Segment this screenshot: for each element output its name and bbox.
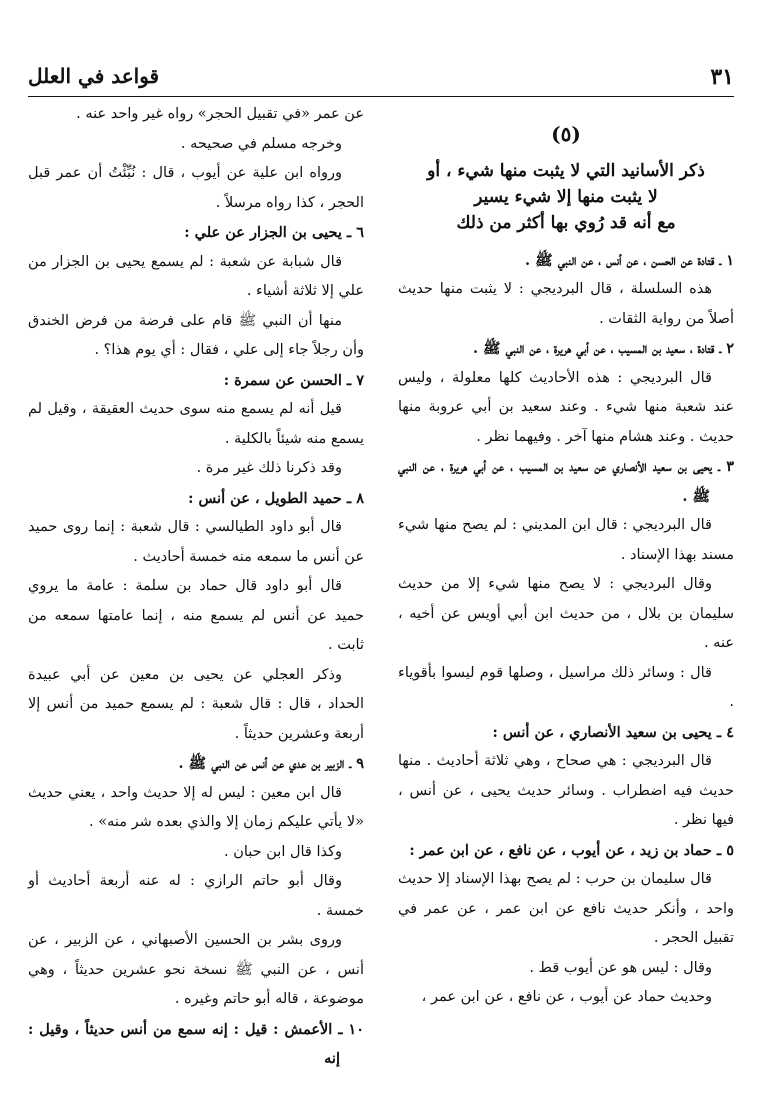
entry-heading: ٤ ـ يحيى بن سعيد الأنصاري ، عن أنس : — [492, 723, 734, 741]
body-paragraph: قال أبو داود قال حماد بن سلمة : عامة ما يروي حميد عن أنس لم يسمع منه ، إنما عامتها سمعه من ثابت . — [28, 578, 364, 653]
body-paragraph: قال البرديجي : قال ابن المديني : لم يصح منها شيء مسند بهذا الإسناد . — [398, 517, 734, 563]
entry-heading: ٣ ـ يحيى بن سعيد الأنصاري عن سعيد بن المسيب ، عن أبي هريرة ، عن النبي ﷺ . — [398, 458, 734, 505]
body-paragraph: وقال : ليس هو عن أيوب قط . — [529, 959, 712, 976]
body-paragraph: وخرجه مسلم في صحيحه . — [180, 135, 342, 152]
body-paragraph: قال البرديجي : هذه الأحاديث كلها معلولة ، وليس عند شعبة منها شيء . وعند سعيد بن أبي عروبة منها حديث . وعند هشام منها آخر . وفيهما نظر . — [398, 369, 734, 445]
body-paragraph: هذه السلسلة ، قال البرديجي : لا يثبت منها حديث أصلاً من رواية الثقات . — [398, 281, 734, 327]
body-paragraph: قال البرديجي : هي صحاح ، وهي ثلاثة أحاديث . منها حديث فيه اضطراب . وسائر حديث يحيى ، عن أنس ، فيها نظر . — [398, 753, 734, 828]
body-paragraph: وقال أبو حاتم الرازي : له عنه أربعة أحاديث أو خمسة . — [28, 873, 364, 919]
right-column — [398, 100, 734, 1050]
body-paragraph: قيل أنه لم يسمع منه سوى حديث العقيقة ، وقيل لم يسمع منه شيئاً بالكلية . — [28, 401, 364, 447]
body-paragraph: وكذا قال ابن حبان . — [224, 843, 342, 860]
section-heading — [398, 158, 734, 236]
entry-heading: ٦ ـ يحيى بن الجزار عن علي : — [184, 224, 364, 241]
entry-heading: ٧ ـ الحسن عن سمرة : — [223, 371, 364, 389]
section-heading-line: مع أنه قد رُوي بها أكثر من ذلك — [456, 212, 676, 233]
entry-heading: ١ ـ قتادة عن الحسن ، عن أنس ، عن النبي ﷺ . — [525, 251, 734, 269]
body-paragraph: قال : وسائر ذلك مراسيل ، وصلها قوم ليسوا بأقوياء . — [398, 664, 734, 710]
section-heading-line: لا يثبت منها إلا شيء يسير — [474, 186, 658, 207]
body-paragraph: وقال البرديجي : لا يصح منها شيء إلا من حديث سليمان بن بلال ، من حديث ابن أبي أويس عن أخيه ، عنه . — [398, 576, 734, 651]
body-paragraph: قال أبو داود الطيالسي : قال شعبة : إنما روى حميد عن أنس ما سمعه منه خمسة أحاديث . — [28, 519, 364, 565]
body-paragraph: منها أن النبي ﷺ قام على فرضة من فرض الخندق وأن رجلاً جاء إلى علي ، فقال : أي يوم هذا؟ . — [28, 312, 364, 358]
left-column — [28, 100, 364, 1067]
entry-heading: ٢ ـ قتادة ، سعيد بن المسيب ، عن أبي هريرة ، عن النبي ﷺ . — [472, 340, 734, 357]
running-title: قواعد في العلل — [28, 64, 160, 88]
entry-heading: ١٠ ـ الأعمش : قيل : إنه سمع من أنس حديثاً ، وقيل : إنه — [28, 1020, 364, 1067]
body-paragraph: عن عمر «في تقبيل الحجر» رواه غير واحد عنه . — [76, 106, 364, 122]
page-header — [28, 62, 734, 97]
body-paragraph: ورواه ابن علية عن أيوب ، قال : نُبِّئْتُ أن عمر قبل الحجر ، كذا رواه مرسلاً . — [28, 165, 364, 211]
body-paragraph: وقد ذكرنا ذلك غير مرة . — [196, 460, 342, 476]
page-number: ٣١ — [710, 64, 734, 90]
section-heading-line: ذكر الأسانيد التي لا يثبت منها شيء ، أو — [427, 160, 705, 181]
body-paragraph: قال شبابة عن شعبة : لم يسمع يحيى بن الجزار من علي إلا ثلاثة أشياء . — [28, 253, 364, 299]
body-paragraph: قال ابن معين : ليس له إلا حديث واحد ، يعني حديث «لا يأتي عليكم زمان إلا والذي بعده شر منه» . — [28, 784, 364, 830]
body-paragraph: قال سليمان بن حرب : لم يصح بهذا الإسناد إلا حديث واحد ، وأنكر حديث نافع عن ابن عمر ، عن عمر في تقبيل الحجر . — [398, 871, 734, 946]
body-paragraph: وحديث حماد عن أيوب ، عن نافع ، عن ابن عمر ، — [421, 989, 712, 1005]
entry-heading: ٩ ـ الزبير بن عدي عن أنس عن النبي ﷺ . — [178, 755, 364, 772]
body-paragraph: وذكر العجلي عن يحيى بن معين عن أبي عبيدة الحداد ، قال : قال شعبة : لم يسمع حميد من أنس إلا أربعة وعشرين حديثاً . — [28, 666, 364, 742]
entry-heading: ٨ ـ حميد الطويل ، عن أنس : — [188, 489, 364, 507]
body-paragraph: وروى بشر بن الحسين الأصبهاني ، عن الزبير ، عن أنس ، عن النبي ﷺ نسخة نحو عشرين حديثاً ، وهي موضوعة ، قاله أبو حاتم وغيره . — [28, 932, 364, 1007]
section-number: (٥) — [551, 122, 581, 146]
entry-heading: ٥ ـ حماد بن زيد ، عن أيوب ، عن نافع ، عن ابن عمر : — [409, 841, 734, 859]
